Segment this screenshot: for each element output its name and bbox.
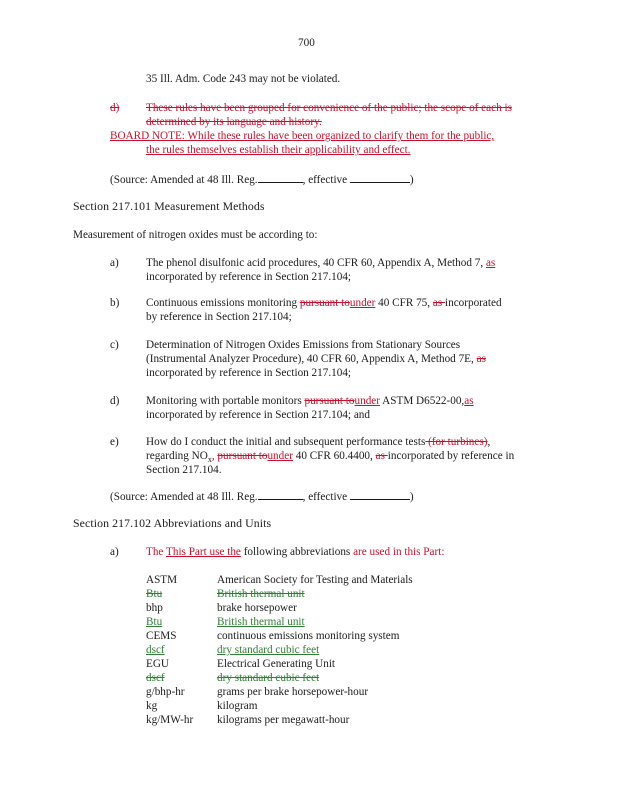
continuation-text: 35 Ill. Adm. Code 243 may not be violated. bbox=[146, 73, 341, 85]
item-text: Monitoring with portable monitors bbox=[146, 395, 305, 407]
item-101-a-line2: incorporated by reference in Section 217.104; bbox=[146, 271, 352, 283]
board-note-line2: the rules themselves establish their applicability and effect. bbox=[146, 144, 411, 156]
def-cell: kilograms per megawatt-hour bbox=[217, 714, 350, 726]
deleted-text: pursuant to bbox=[304, 395, 355, 407]
item-102-a-label: a) bbox=[110, 546, 119, 558]
item-text: ASTM D6522-00, bbox=[380, 395, 465, 407]
def-cell: Electrical Generating Unit bbox=[217, 658, 336, 670]
effective-blank bbox=[350, 489, 410, 500]
deleted-text: are used in this Part: bbox=[353, 546, 445, 558]
abbr-cell: CEMS bbox=[146, 630, 177, 642]
item-101-c-line1: Determination of Nitrogen Oxides Emissions from Stationary Sources bbox=[146, 339, 461, 351]
abbr-cell: g/bhp-hr bbox=[146, 686, 185, 698]
def-cell: kilogram bbox=[217, 700, 258, 712]
abbr-cell: kg/MW-hr bbox=[146, 714, 194, 726]
def-cell: continuous emissions monitoring system bbox=[217, 630, 400, 642]
abbr-cell-inserted: dscf bbox=[146, 644, 165, 656]
item-text: regarding NO bbox=[146, 450, 208, 462]
def-cell-inserted: British thermal unit bbox=[217, 616, 305, 628]
source-suffix: ) bbox=[409, 174, 414, 186]
source-prefix: (Source: Amended at 48 Ill. Reg. bbox=[110, 491, 258, 503]
item-101-c-line2 bbox=[146, 352, 486, 366]
def-cell-deleted: British thermal unit bbox=[217, 588, 305, 600]
deleted-text: pursuant to bbox=[217, 450, 268, 462]
deleted-text: pursuant to bbox=[299, 297, 350, 309]
item-text: 40 CFR 75, bbox=[375, 297, 433, 309]
inserted-text: as bbox=[464, 395, 474, 407]
source-effective: , effective bbox=[302, 491, 348, 503]
deleted-item-d-line2: determined by its language and history. bbox=[146, 116, 322, 128]
deleted-text: as bbox=[375, 450, 388, 462]
section-102-heading: Section 217.102 Abbreviations and Units bbox=[73, 516, 272, 530]
item-text: (Instrumental Analyzer Procedure), 40 CFR 60, Appendix A, Method 7E, bbox=[146, 353, 477, 365]
abbr-cell: kg bbox=[146, 700, 158, 712]
abbr-cell: bhp bbox=[146, 602, 163, 614]
def-cell-inserted: dry standard cubic feet bbox=[217, 644, 320, 656]
inserted-text: This Part use the bbox=[166, 546, 241, 558]
source-suffix: ) bbox=[409, 491, 414, 503]
deleted-item-d-label: d) bbox=[110, 102, 120, 114]
inserted-text: The bbox=[146, 546, 164, 558]
item-101-e-line1 bbox=[146, 435, 490, 449]
section-101-heading: Section 217.101 Measurement Methods bbox=[73, 199, 265, 213]
source-prefix: (Source: Amended at 48 Ill. Reg. bbox=[110, 174, 258, 186]
def-cell: grams per brake horsepower-hour bbox=[217, 686, 369, 698]
item-101-d-line1 bbox=[146, 394, 474, 408]
item-101-d-label: d) bbox=[110, 395, 120, 407]
abbr-cell-inserted: Btu bbox=[146, 616, 163, 628]
abbr-cell-deleted: dscf bbox=[146, 672, 165, 684]
def-cell: brake horsepower bbox=[217, 602, 297, 614]
source-note bbox=[110, 172, 414, 187]
item-text: How do I conduct the initial and subsequent performance tests bbox=[146, 436, 426, 448]
inserted-comma: , bbox=[211, 450, 218, 462]
page-number: 700 bbox=[298, 37, 315, 49]
item-101-b-line2: by reference in Section 217.104; bbox=[146, 311, 292, 323]
item-text: following abbreviations bbox=[240, 546, 354, 558]
item-text: incorporated by reference in bbox=[387, 450, 515, 462]
item-text: incorporated bbox=[445, 297, 502, 309]
def-cell-deleted: dry standard cubic feet bbox=[217, 672, 320, 684]
item-text: , bbox=[487, 436, 491, 448]
item-101-b-line1 bbox=[146, 296, 502, 310]
source-note-2 bbox=[110, 489, 414, 504]
register-blank bbox=[258, 489, 303, 500]
item-text: 40 CFR 60.4400, bbox=[292, 450, 376, 462]
def-cell: American Society for Testing and Materials bbox=[217, 574, 413, 586]
deleted-text: (for turbines) bbox=[425, 436, 488, 448]
subscript-x: x bbox=[207, 455, 212, 465]
abbr-cell-deleted: Btu bbox=[146, 588, 163, 600]
item-101-c-line3: incorporated by reference in Section 217.104; bbox=[146, 367, 352, 379]
item-text: Continuous emissions monitoring bbox=[146, 297, 300, 309]
inserted-text: under bbox=[349, 297, 376, 309]
item-102-a-text bbox=[146, 545, 444, 559]
item-101-e-label: e) bbox=[110, 436, 119, 448]
deleted-text: as bbox=[432, 297, 445, 309]
register-blank bbox=[258, 172, 303, 183]
deleted-text: as bbox=[476, 353, 486, 365]
abbr-cell: EGU bbox=[146, 658, 169, 670]
inserted-text: as bbox=[485, 257, 496, 269]
item-101-b-label: b) bbox=[110, 297, 120, 309]
item-101-d-line2: incorporated by reference in Section 217.104; and bbox=[146, 409, 370, 421]
abbr-cell: ASTM bbox=[146, 574, 178, 586]
item-101-e-line3: Section 217.104. bbox=[146, 464, 222, 476]
item-101-a-label: a) bbox=[110, 257, 119, 269]
section-101-intro: Measurement of nitrogen oxides must be according to: bbox=[73, 229, 318, 241]
source-effective: , effective bbox=[302, 174, 348, 186]
inserted-text: under bbox=[267, 450, 293, 462]
board-note-line1: BOARD NOTE: While these rules have been organized to clarify them for the public, bbox=[110, 130, 495, 142]
item-101-c-label: c) bbox=[110, 339, 119, 351]
item-101-a-line1 bbox=[146, 256, 495, 270]
effective-blank bbox=[350, 172, 410, 183]
inserted-text: under bbox=[354, 395, 380, 407]
item-text: The phenol disulfonic acid procedures, 40 CFR 60, Appendix A, Method 7, bbox=[146, 257, 486, 269]
deleted-item-d-line1: These rules have been grouped for convenience of the public; the scope of each is bbox=[146, 102, 512, 114]
